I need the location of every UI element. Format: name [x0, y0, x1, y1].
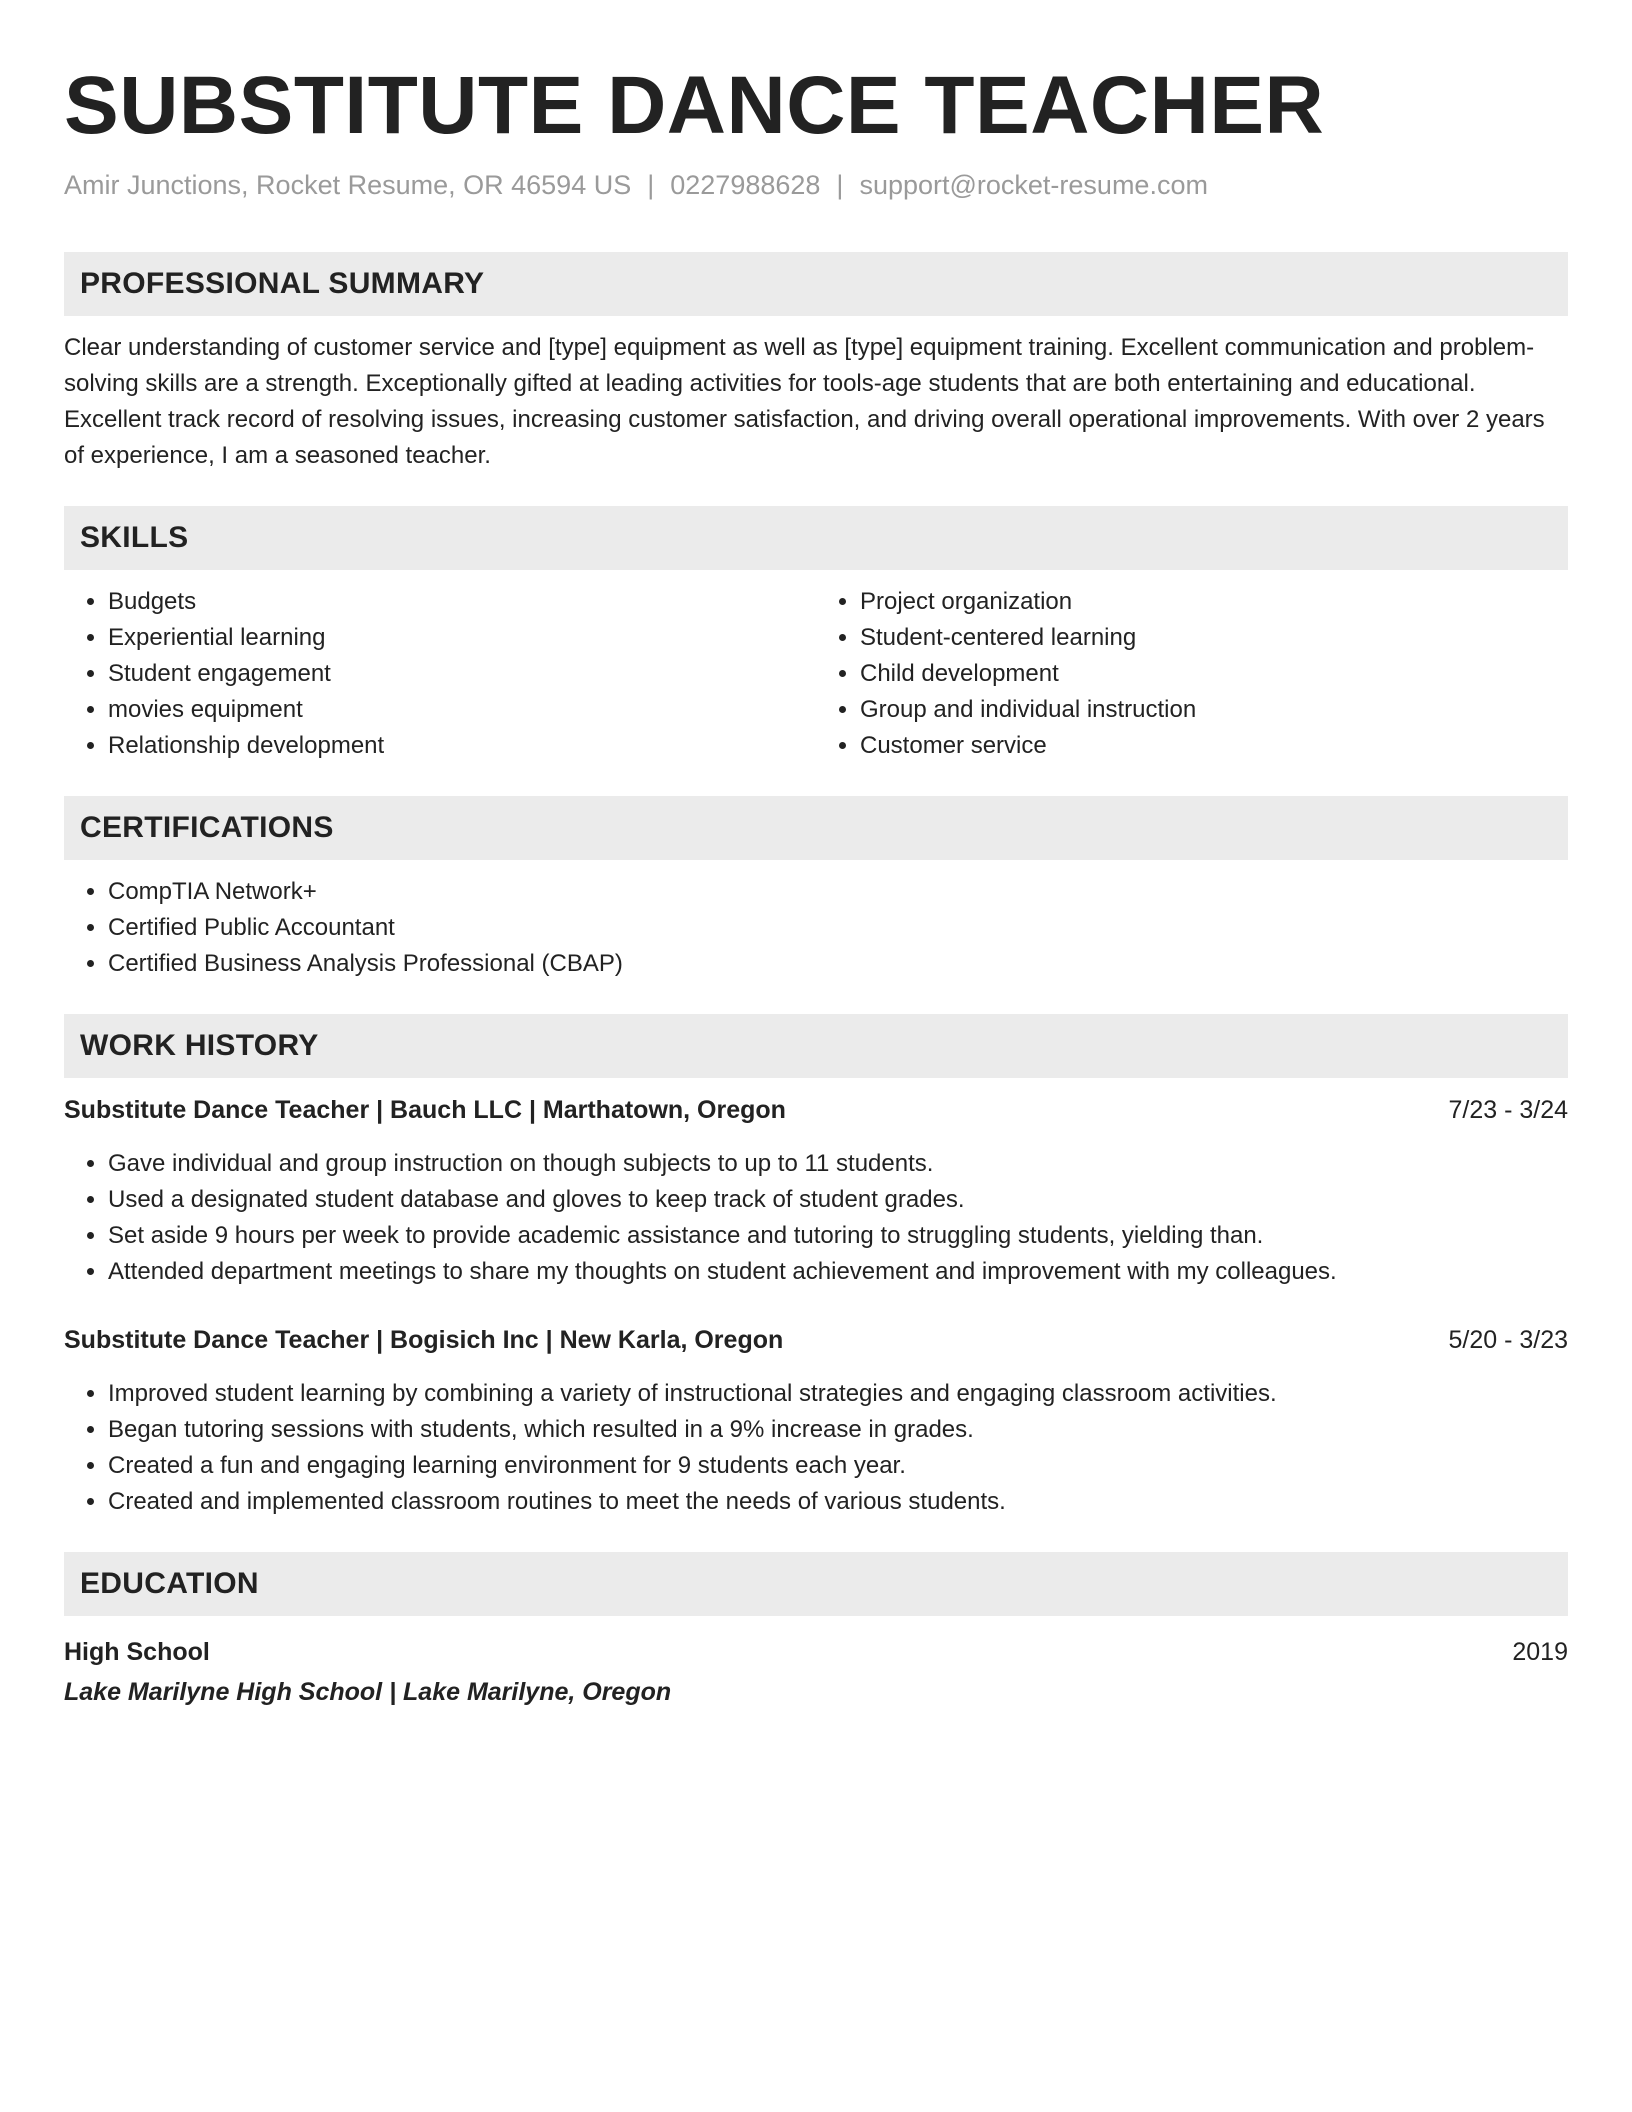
skill-item: • Student engagement	[108, 656, 816, 692]
job-title: Substitute Dance Teacher | Bogisich Inc | New Karla, Oregon	[64, 1326, 784, 1354]
skill-item: • Project organization	[860, 584, 1568, 620]
education-degree: High School	[64, 1638, 210, 1666]
certification-item: • Certified Public Accountant	[108, 910, 1568, 946]
job-bullets	[64, 1146, 1568, 1290]
contact-phone: 0227988628	[670, 170, 821, 200]
job-bullet: • Set aside 9 hours per week to provide academic assistance and tutoring to struggling students, yielding than.	[108, 1218, 1568, 1254]
summary-text: Clear understanding of customer service and [type] equipment as well as [type] equipment training. Excellent communication and problem-solving skills are a strength. Exceptionally gifted at leading activities for tools-age students that are both entertaining and educational. Excellent track record of resolving issues, increasing customer satisfaction, and driving overall operational improvements. With over 2 years of experience, I am a seasoned teacher.	[64, 334, 1545, 469]
education-school: Lake Marilyne High School | Lake Marilyne, Oregon	[64, 1678, 672, 1706]
certifications-section-header	[64, 796, 1568, 860]
certification-item: • CompTIA Network+	[108, 874, 1568, 910]
skills-grid	[64, 584, 1568, 764]
contact-separator: |	[836, 170, 844, 200]
skill-item: • Budgets	[108, 584, 816, 620]
job-bullet: • Created and implemented classroom routines to meet the needs of various students.	[108, 1484, 1568, 1520]
education-entry	[64, 1634, 1568, 1710]
job-bullet: • Attended department meetings to share my thoughts on student achievement and improvement with my colleagues.	[108, 1254, 1568, 1290]
job-entry	[64, 1092, 1568, 1290]
education-section-header	[64, 1552, 1568, 1616]
work-heading: WORK HISTORY	[80, 1029, 319, 1062]
skills-list-left	[64, 584, 816, 764]
summary-heading: PROFESSIONAL SUMMARY	[80, 267, 485, 300]
job-header	[64, 1092, 1568, 1128]
skill-item: • Experiential learning	[108, 620, 816, 656]
job-bullet: • Used a designated student database and gloves to keep track of student grades.	[108, 1182, 1568, 1218]
job-title: Substitute Dance Teacher | Bauch LLC | Marthatown, Oregon	[64, 1096, 786, 1124]
job-bullet: • Improved student learning by combining a variety of instructional strategies and engaging classroom activities.	[108, 1376, 1568, 1412]
contact-email: support@rocket-resume.com	[859, 170, 1208, 200]
job-dates: 7/23 - 3/24	[1448, 1096, 1568, 1124]
skills-section-header	[64, 506, 1568, 570]
certifications-list	[64, 874, 1568, 982]
job-bullet: • Gave individual and group instruction on though subjects to up to 11 students.	[108, 1146, 1568, 1182]
job-dates: 5/20 - 3/23	[1448, 1326, 1568, 1354]
job-bullet: • Began tutoring sessions with students, which resulted in a 9% increase in grades.	[108, 1412, 1568, 1448]
job-entry	[64, 1322, 1568, 1520]
skills-column-left	[64, 584, 816, 764]
education-heading: EDUCATION	[80, 1567, 259, 1600]
skills-list-right	[816, 584, 1568, 764]
education-year: 2019	[1512, 1638, 1568, 1666]
skills-column-right	[816, 584, 1568, 764]
contact-address: Amir Junctions, Rocket Resume, OR 46594 US	[64, 170, 632, 200]
skill-item: • Group and individual instruction	[860, 692, 1568, 728]
skill-item: • Student-centered learning	[860, 620, 1568, 656]
skills-heading: SKILLS	[80, 521, 189, 554]
skill-item: • Customer service	[860, 728, 1568, 764]
education-header	[64, 1634, 1568, 1670]
job-bullet: • Created a fun and engaging learning environment for 9 students each year.	[108, 1448, 1568, 1484]
work-section-header	[64, 1014, 1568, 1078]
job-header	[64, 1322, 1568, 1358]
contact-separator: |	[647, 170, 655, 200]
resume-name-title: SUBSTITUTE DANCE TEACHER	[64, 60, 1325, 151]
summary-section-header	[64, 252, 1568, 316]
contact-line	[64, 168, 1568, 202]
certifications-heading: CERTIFICATIONS	[80, 811, 334, 844]
skill-item: • Relationship development	[108, 728, 816, 764]
skill-item: • Child development	[860, 656, 1568, 692]
certification-item: • Certified Business Analysis Professional (CBAP)	[108, 946, 1568, 982]
job-bullets	[64, 1376, 1568, 1520]
skill-item: • movies equipment	[108, 692, 816, 728]
